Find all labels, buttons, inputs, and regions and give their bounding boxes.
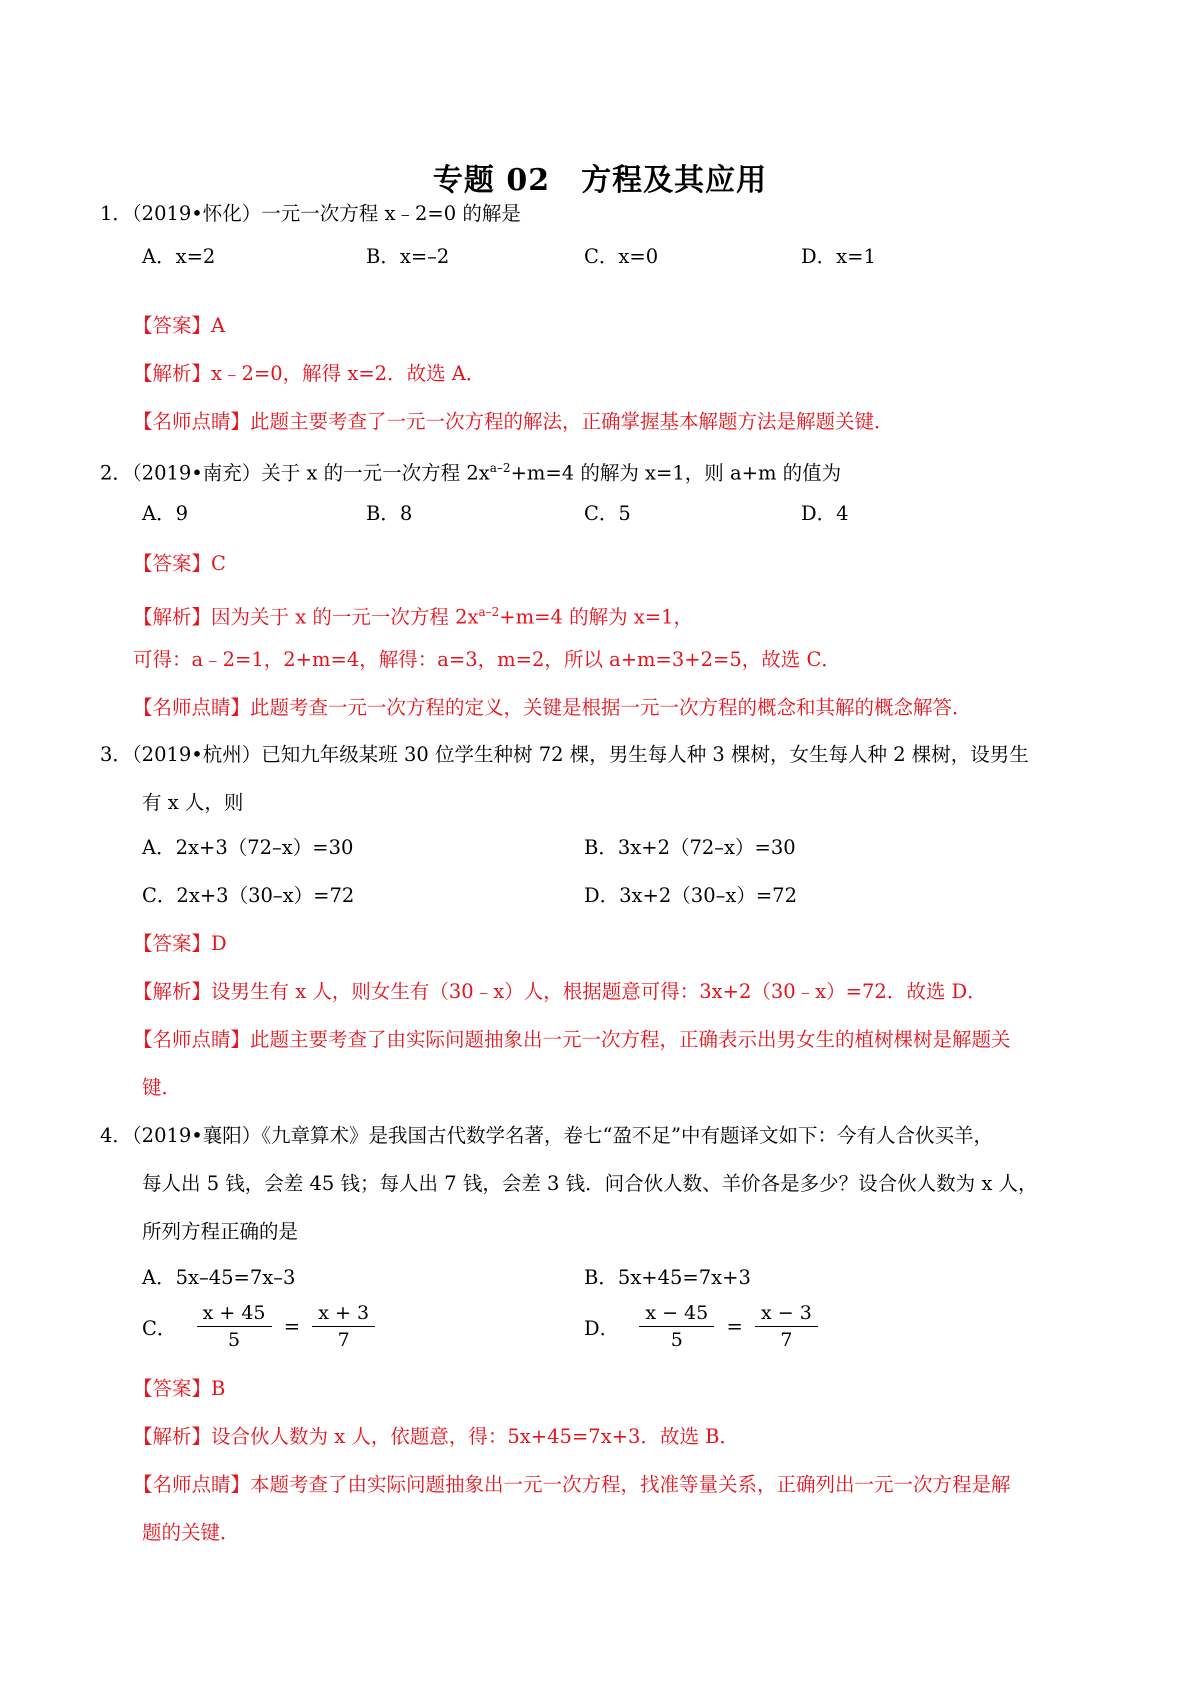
q3-option-a: A．2x+3（72–x）=30: [142, 836, 354, 859]
fraction: $\frac{x - 3}{7}$: [755, 1300, 818, 1353]
q2-stem: 2．（2019•南充）关于 x 的一元一次方程 $2x^{a-2}+m=4$ 的解为 x=1，则 a+m 的值为: [100, 461, 842, 485]
q1-option-d: D．x=1: [801, 245, 876, 268]
fraction: $\frac{x - 45}{5}$: [639, 1300, 714, 1353]
q4-comment: 【名师点睛】本题考查了由实际问题抽象出一元一次方程，找准等量关系，正确列出一元一次方程是解: [133, 1473, 1011, 1496]
q3-stem-continued: 有 x 人，则: [142, 791, 244, 814]
q2-option-c: C．5: [584, 502, 631, 525]
page-title: 专题 02 方程及其应用: [432, 163, 768, 198]
q3-comment-continued: 键．: [142, 1076, 182, 1099]
q1-analysis: 【解析】x﹣2=0，解得 x=2．故选 A．: [133, 362, 486, 385]
q1-comment: 【名师点睛】此题主要考查了一元一次方程的解法，正确掌握基本解题方法是解题关键．: [133, 410, 894, 433]
q3-stem: 3．（2019•杭州）已知九年级某班 30 位学生种树 72 棵，男生每人种 3 棵树，女生每人种 2 棵树，设男生: [100, 743, 1029, 766]
q1-stem: 1．（2019•怀化）一元一次方程 x﹣2=0 的解是: [100, 202, 521, 225]
q2-comment: 【名师点睛】此题考查一元一次方程的定义，关键是根据一元一次方程的概念和其解的概念解答．: [133, 696, 972, 719]
q4-stem-line3: 所列方程正确的是: [142, 1220, 299, 1243]
q2-option-d: D．4: [801, 502, 849, 525]
q2-option-a: A．9: [142, 502, 188, 525]
q3-analysis: 【解析】设男生有 x 人，则女生有（30﹣x）人，根据题意可得：3x+2（30﹣x）=72．故选 D．: [133, 980, 987, 1003]
q3-comment: 【名师点睛】此题主要考查了由实际问题抽象出一元一次方程，正确表示出男女生的植树棵树是解题关: [133, 1028, 1011, 1051]
q4-option-c: C． $\frac{x + 45}{5}$ = $\frac{x + 3}{7}$: [142, 1300, 375, 1353]
q2-option-b: B．8: [366, 502, 413, 525]
q2-analysis-continued: 可得：a﹣2=1，2+m=4，解得：a=3，m=2，所以 a+m=3+2=5，故选 C．: [133, 648, 841, 671]
fraction: $\frac{x + 3}{7}$: [312, 1300, 375, 1353]
q4-answer: 【答案】B: [133, 1377, 226, 1400]
q2-analysis: 【解析】因为关于 x 的一元一次方程 $2x^{a-2}+m=4$ 的解为 x=1，: [133, 605, 694, 629]
q4-stem: 4．（2019•襄阳）《九章算术》是我国古代数学名著，卷七“盈不足”中有题译文如下：今有人合伙买羊，: [100, 1124, 993, 1147]
q2-answer: 【答案】C: [133, 552, 226, 575]
q4-analysis: 【解析】设合伙人数为 x 人，依题意，得：5x+45=7x+3．故选 B．: [133, 1425, 739, 1448]
q1-option-a: A．x=2: [142, 245, 216, 268]
q3-answer: 【答案】D: [133, 932, 227, 955]
q4-option-a: A．5x–45=7x–3: [142, 1266, 296, 1289]
q3-option-c: C．2x+3（30–x）=72: [142, 884, 355, 907]
q4-comment-continued: 题的关键．: [142, 1521, 240, 1544]
q1-option-b: B．x=–2: [366, 245, 450, 268]
fraction: $\frac{x + 45}{5}$: [197, 1300, 272, 1353]
q4-option-b: B．5x+45=7x+3: [584, 1266, 751, 1289]
q3-option-b: B．3x+2（72–x）=30: [584, 836, 796, 859]
q1-option-c: C．x=0: [584, 245, 659, 268]
q4-stem-line2: 每人出 5 钱，会差 45 钱；每人出 7 钱，会差 3 钱．问合伙人数、羊价各是多少？设合伙人数为 x 人，: [142, 1172, 1038, 1195]
q4-option-d: D． $\frac{x - 45}{5}$ = $\frac{x - 3}{7}$: [584, 1300, 818, 1353]
q1-answer: 【答案】A: [133, 314, 226, 337]
q3-option-d: D．3x+2（30–x）=72: [584, 884, 797, 907]
